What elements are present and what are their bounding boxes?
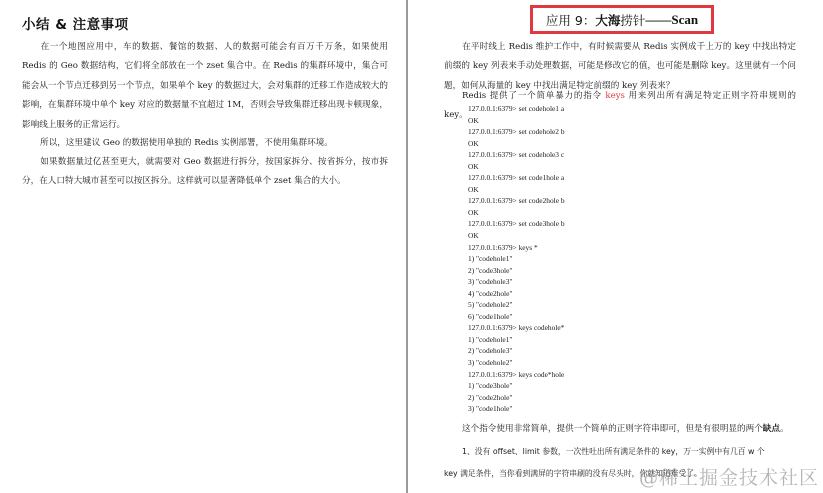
drawback-point-1-line2: key 满足条件，当你看到满屏的字符串刷的没有尽头时，你就知道难受了。 [444,469,702,478]
watermark: @稀土掘金技术社区 [638,467,819,489]
code-line: 2) "code3hole" [468,265,513,275]
code-line: 1) "code3hole" [468,381,513,391]
paragraph-keys-command: Redis 提供了一个简单暴力的指令 keys 用来列出所有满足特定正则字符串规则的 key。 [444,91,797,121]
code-line: 1) "codehole1" [468,334,513,344]
code-line: 4) "code2hole" [468,288,513,298]
code-line: 127.0.0.1:6379> set codehole1 a [468,104,565,113]
paragraph-intro: 在平时线上 Redis 维护工作中，有时候需要从 Redis 实例成千上万的 key 中找出特定前缀的 key 列表来手动处理数据，可能是修改它的值，也可能是删除 key。这里就有一个问题，如何从海量的 key 中找出满足特定前缀的 key 列表来？ [444,42,796,91]
paragraph-drawbacks: 这个指令使用非常简单，提供一个简单的正则字符串即可，但是有很明显的两个缺点。 [462,424,789,434]
code-line: 5) "codehole2" [468,300,513,310]
code-line: 127.0.0.1:6379> set codehole2 b [468,127,565,137]
code-line: OK [468,161,479,171]
code-line: OK [468,115,479,125]
code-line: OK [468,184,479,194]
code-line: 127.0.0.1:6379> set code2hole b [468,196,565,206]
code-line: OK [468,231,479,241]
code-line: 2) "code2hole" [468,392,513,402]
code-line: 127.0.0.1:6379> set code3hole b [468,219,565,229]
paragraph-geo-data: 在一个地图应用中，车的数据、餐馆的数据、人的数据可能会有百万千万条，如果使用 Redis 的 Geo 数据结构，它们将全部放在一个 zset 集合中。在 Redis 的集群环境中，集合可能会从一个节点迁移到另一个节点，如果单个 key 的数据过大，会对集群的迁移工作造成较大的影响，在集群环境中单个 key 对应的数据量不宜超过 1M，否则会导致集群迁移出现卡顿现象，影响线上服务的正常运行。 [22,42,388,130]
code-line: 127.0.0.1:6379> keys codehole* [468,323,565,333]
code-line: OK [468,207,479,217]
code-line: 127.0.0.1:6379> keys * [468,242,538,252]
code-line: 127.0.0.1:6379> keys code*hole [468,369,565,379]
code-line: 3) "codehole2" [468,358,513,368]
right-page [409,0,823,493]
code-line: 127.0.0.1:6379> set code1hole a [468,173,565,183]
code-line: 2) "codehole3" [468,346,513,356]
keys-keyword: keys [605,91,625,101]
code-line: 127.0.0.1:6379> set codehole3 c [468,150,565,160]
left-page [0,0,407,493]
section-title-box: 应用 9： 大海 捞针 —— Scan [530,5,714,34]
section-heading: 小结 & 注意事项 [22,17,129,33]
code-line: 6) "code1hole" [468,311,513,321]
page-divider [406,0,408,493]
paragraph-recommendation: 所以，这里建议 Geo 的数据使用单独的 Redis 实例部署，不使用集群环境。 [40,138,333,148]
code-line: 3) "codehole3" [468,277,513,287]
code-line: OK [468,138,479,148]
paragraph-split: 如果数据量过亿甚至更大，就需要对 Geo 数据进行拆分，按国家拆分、按省拆分，按市拆分，在人口特大城市甚至可以按区拆分。这样就可以显著降低单个 zset 集合的大小。 [22,157,388,187]
code-example [468,103,565,415]
code-line: 1) "codehole1" [468,254,513,264]
drawback-point-1-line1: 1、没有 offset、limit 参数，一次性吐出所有满足条件的 key，万一实例中有几百 w 个 [462,447,765,456]
code-line: 3) "code1hole" [468,404,513,414]
